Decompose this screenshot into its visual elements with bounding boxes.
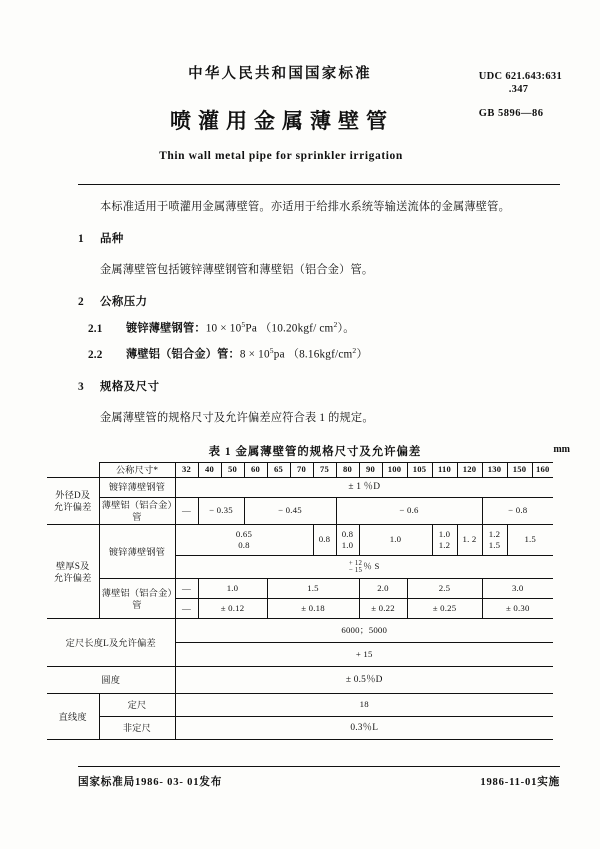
clause-3-number: 3 xyxy=(78,380,85,393)
wall-alu-cell: — xyxy=(175,579,198,599)
clause-2-1-number: 2.1 xyxy=(88,322,103,335)
table-row-straightness-fixed xyxy=(47,694,553,717)
od-group-label-line1: 外径D及 xyxy=(55,489,91,500)
nominal-size-cell: 75 xyxy=(313,462,336,477)
scope-paragraph: 本标准适用于喷灌用金属薄壁管。亦适用于给排水系统等输送流体的金属薄壁管。 xyxy=(100,201,510,213)
clause-2-1-tail: ）。 xyxy=(337,322,355,335)
roundness-label: 圆度 xyxy=(47,667,175,694)
wall-alu-cell: 3.0 xyxy=(482,579,553,599)
wall-alu-tolerance-cell: — xyxy=(175,599,198,619)
clause-1-text: 金属薄壁管包括镀锌薄壁钢管和薄壁铝（铝合金）管。 xyxy=(100,263,374,276)
specification-table xyxy=(47,462,553,740)
nominal-size-cell: 50 xyxy=(221,462,244,477)
gb-standard-number: GB 5896—86 xyxy=(478,108,544,120)
nominal-size-cell: 32 xyxy=(175,462,198,477)
wall-steel-cell-top: 0.65 xyxy=(235,528,253,539)
wall-group-label-line2: 允许偏差 xyxy=(53,572,92,583)
clause-2-2-number: 2.2 xyxy=(88,349,103,362)
nominal-size-cell: 80 xyxy=(336,462,359,477)
od-group-label xyxy=(47,477,99,524)
wall-alu-tolerance-cell: ± 0.12 xyxy=(198,599,267,619)
table-row-roundness xyxy=(47,667,553,694)
udc-code-line2: .347 xyxy=(508,84,529,96)
straightness-nonfixed-label: 非定尺 xyxy=(99,717,175,740)
od-alu-tolerance-cell: − 0.8 xyxy=(482,497,553,524)
nominal-size-cell: 60 xyxy=(244,462,267,477)
nominal-size-cell: 150 xyxy=(507,462,532,477)
table-row-od-alu xyxy=(47,497,553,524)
clause-2-2-tail: ） xyxy=(356,349,368,362)
nominal-size-cell: 70 xyxy=(290,462,313,477)
wall-alu-tolerance-cell: ± 0.30 xyxy=(482,599,553,619)
clause-1-number: 1 xyxy=(78,232,85,245)
wall-group-label-line1: 壁厚S及 xyxy=(56,560,90,571)
wall-steel-cell-bottom: 1.5 xyxy=(488,540,501,551)
table-row-straightness-nonfixed xyxy=(47,717,553,740)
straightness-label: 直线度 xyxy=(47,694,99,740)
nominal-size-cell: 160 xyxy=(532,462,553,477)
wall-steel-tolerance-minus: − 15 xyxy=(348,567,363,575)
wall-steel-cell-top: 1.0 xyxy=(438,528,451,539)
wall-steel-cell: 1. 2 xyxy=(457,525,482,556)
wall-alu-cell: 2.5 xyxy=(407,579,482,599)
clause-2-1-exponent: 5 xyxy=(241,319,246,329)
wall-alu-tolerance-cell: ± 0.25 xyxy=(407,599,482,619)
clause-2-1 xyxy=(78,319,538,338)
wall-steel-tolerance xyxy=(175,556,553,579)
header-divider xyxy=(78,184,560,185)
od-alu-label: 薄壁铝（铝合金）管 xyxy=(99,497,175,524)
nominal-size-label: 公称尺寸* xyxy=(99,462,175,477)
wall-steel-cell xyxy=(432,525,457,556)
wall-steel-tolerance-plus: + 12 xyxy=(348,560,363,568)
clause-1-heading xyxy=(78,231,538,248)
length-tolerance: + 15 xyxy=(175,643,553,667)
clause-2-1-label: 镀锌薄壁钢管： xyxy=(126,322,206,335)
wall-alu-cell: 1.0 xyxy=(198,579,267,599)
document-header xyxy=(0,0,600,162)
straightness-nonfixed-value: 0.3％L xyxy=(175,717,553,740)
clause-2-heading xyxy=(78,294,538,311)
standard-codes xyxy=(479,70,562,120)
table-unit: mm xyxy=(553,443,570,455)
clause-2-2-exponent: 5 xyxy=(269,346,274,356)
clause-3-text: 金属薄壁管的规格尺寸及允许偏差应符合表 1 的规定。 xyxy=(100,411,374,424)
nominal-size-cell: 65 xyxy=(267,462,290,477)
table-row-wall-alu-values xyxy=(47,579,553,599)
od-steel-tolerance: ± 1 ％D xyxy=(175,477,553,497)
clause-2-2 xyxy=(78,345,538,364)
length-label: 定尺长度L及允许偏差 xyxy=(47,619,175,667)
nominal-size-cell: 105 xyxy=(407,462,432,477)
wall-steel-cell-bottom: 1.0 xyxy=(341,540,354,551)
wall-steel-cell: 1.0 xyxy=(359,525,432,556)
wall-steel-cell xyxy=(336,525,359,556)
clause-2-2-unit-exponent: 2 xyxy=(352,346,357,356)
wall-group-label xyxy=(47,525,99,619)
issue-date: 国家标准局1986- 03- 01发布 xyxy=(78,777,223,789)
clause-2-1-value-post: Pa （10.20kgf/ cm xyxy=(245,322,334,335)
english-title: Thin wall metal pipe for sprinkler irrigation xyxy=(159,150,403,162)
wall-steel-cell-top: 1.2 xyxy=(488,528,501,539)
od-alu-tolerance-cell: — xyxy=(175,497,198,524)
wall-steel-tolerance-fraction xyxy=(349,560,362,574)
nominal-size-cell: 130 xyxy=(482,462,507,477)
clause-2-2-value-pre: 8 × 10 xyxy=(239,349,270,362)
nominal-size-cell: 90 xyxy=(359,462,382,477)
od-steel-label: 镀锌薄壁钢管 xyxy=(99,477,175,497)
straightness-fixed-label: 定尺 xyxy=(99,694,175,717)
document-body xyxy=(78,199,538,427)
nominal-size-cell: 40 xyxy=(198,462,221,477)
wall-steel-cell xyxy=(482,525,507,556)
table-row-wall-steel-values xyxy=(47,525,553,556)
wall-alu-cell: 1.5 xyxy=(267,579,359,599)
udc-code-line1: UDC 621.643:631 xyxy=(478,71,562,82)
wall-steel-cell-top: 0.8 xyxy=(341,528,354,539)
clause-2-2-value-post: pa （8.16kgf/cm xyxy=(273,349,353,362)
clause-2-1-value-pre: 10 × 10 xyxy=(205,322,242,335)
table-row-od-steel xyxy=(47,477,553,497)
nominal-size-cell: 110 xyxy=(432,462,457,477)
wall-steel-cell-bottom: 1.2 xyxy=(438,540,451,551)
effective-date: 1986-11-01实施 xyxy=(480,777,560,789)
clause-2-number: 2 xyxy=(78,295,85,308)
wall-steel-cell: 1.5 xyxy=(507,525,553,556)
footer-divider xyxy=(78,766,560,767)
od-alu-tolerance-cell: − 0.6 xyxy=(336,497,482,524)
nominal-size-cell: 100 xyxy=(382,462,407,477)
table-row-nominal-size xyxy=(47,462,553,477)
table-caption: 表 1 金属薄壁管的规格尺寸及允许偏差 xyxy=(208,445,422,458)
clause-2-title: 公称压力 xyxy=(100,295,148,308)
wall-steel-cell xyxy=(175,525,313,556)
od-group-label-line2: 允许偏差 xyxy=(53,502,92,513)
clause-2-1-unit-exponent: 2 xyxy=(333,319,338,329)
wall-steel-cell-bottom: 0.8 xyxy=(238,540,250,551)
clause-3-heading xyxy=(78,379,538,396)
wall-steel-cell: 0.8 xyxy=(313,525,336,556)
page-title: 喷灌用金属薄壁管 xyxy=(170,109,394,133)
od-alu-tolerance-cell: − 0.35 xyxy=(198,497,244,524)
clause-2-2-label: 薄壁铝（铝合金）管： xyxy=(126,349,240,362)
national-standard-heading: 中华人民共和国国家标准 xyxy=(188,66,372,82)
wall-alu-cell: 2.0 xyxy=(359,579,407,599)
length-value: 6000；5000 xyxy=(175,619,553,643)
od-alu-tolerance-cell: − 0.45 xyxy=(244,497,336,524)
clause-3-title: 规格及尺寸 xyxy=(100,380,160,393)
spacer-cell xyxy=(47,462,99,477)
document-footer xyxy=(78,774,560,789)
wall-alu-tolerance-cell: ± 0.22 xyxy=(359,599,407,619)
straightness-fixed-value: 18 xyxy=(175,694,553,717)
nominal-size-cell: 120 xyxy=(457,462,482,477)
clause-1-title: 品种 xyxy=(100,232,124,245)
wall-steel-label: 镀锌薄壁钢管 xyxy=(99,525,175,579)
table-row-length-value xyxy=(47,619,553,643)
wall-alu-tolerance-cell: ± 0.18 xyxy=(267,599,359,619)
wall-alu-label: 薄壁铝（铝合金）管 xyxy=(99,579,175,619)
wall-steel-tolerance-unit: ％ S xyxy=(363,561,380,572)
roundness-value: ± 0.5％D xyxy=(175,667,553,694)
table-caption-row xyxy=(78,443,570,459)
